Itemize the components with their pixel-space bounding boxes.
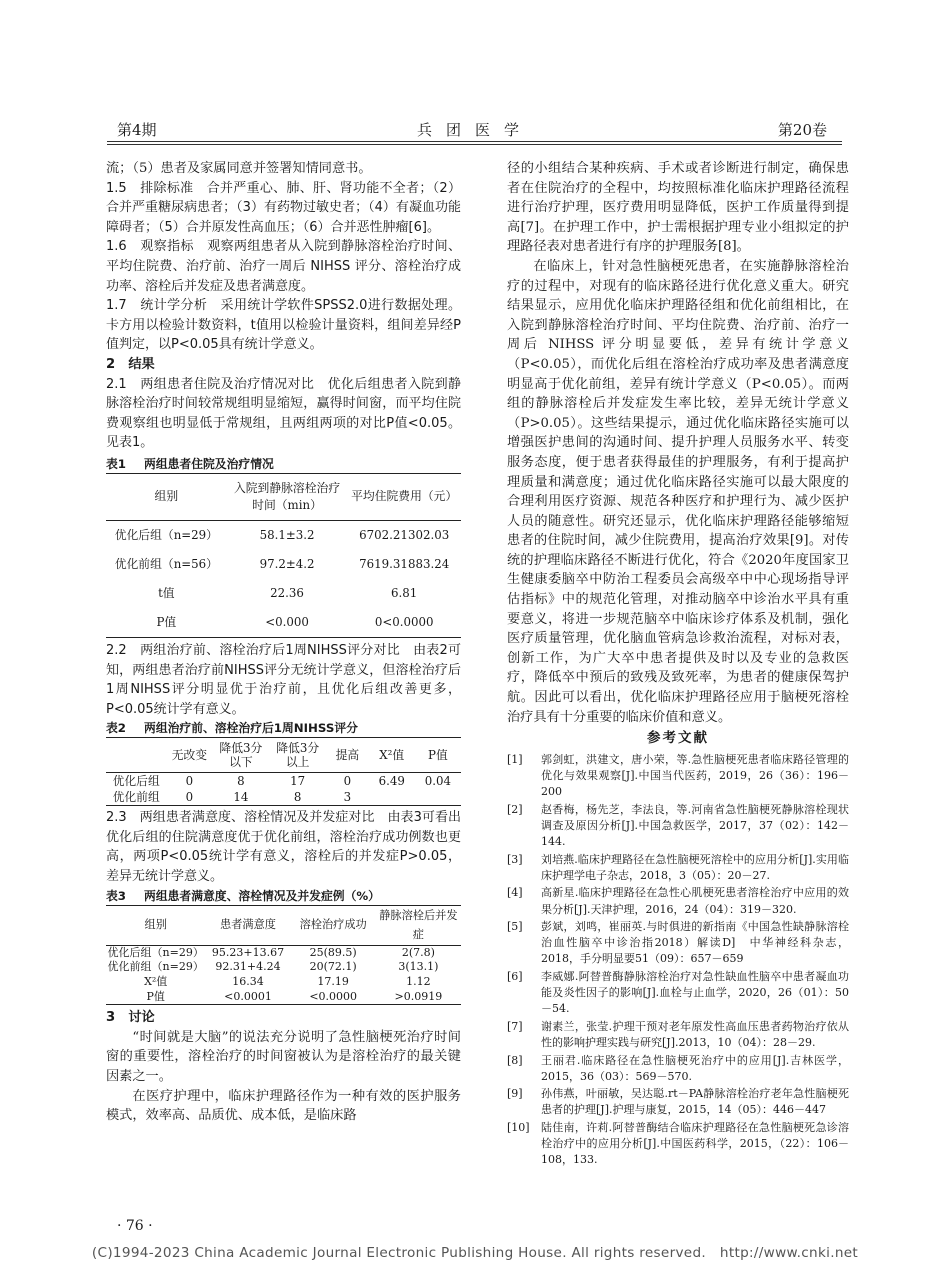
table-cell xyxy=(415,789,461,806)
table-cell: 58.1±3.2 xyxy=(259,527,315,542)
right-column xyxy=(507,159,849,1170)
table2-header-cell: 无改变 xyxy=(166,738,212,773)
table-cell: 20(72.1) xyxy=(309,960,357,974)
table-cell: 97.2±4.2 xyxy=(259,556,315,571)
table-cell: >0.0919 xyxy=(376,990,461,1005)
table3-header-row xyxy=(106,905,461,945)
table-row xyxy=(106,960,461,975)
left-column xyxy=(106,159,461,1126)
table-cell xyxy=(369,789,415,806)
table-row xyxy=(106,990,461,1005)
table-cell: P值 xyxy=(106,608,227,638)
result-2-2: 2.2 两组治疗前、溶栓治疗后1周NIHSS评分对比 由表2可知，两组患者治疗前NIHSS评分无统计学意义，但溶栓治疗后1周NIHSS评分明显优于治疗前，且优化后组改善更多，P<0.05统计学有意义。 xyxy=(106,642,461,717)
table-row xyxy=(106,975,461,990)
table3 xyxy=(106,905,461,1006)
references-heading: 参考文献 xyxy=(647,730,709,747)
table3-header-cell: 患者满意度 xyxy=(205,905,290,945)
table1-header-cell: 组别 xyxy=(106,473,227,520)
table-cell: 7619.31883.24 xyxy=(359,556,450,571)
table2-header-cell xyxy=(106,738,166,773)
reference-number: [5] xyxy=(507,920,523,934)
copyright-footer: (C)1994-2023 China Academic Journal Electronic Publishing House. All rights reserved. http://www.cnki.net xyxy=(91,1245,859,1261)
table1 xyxy=(106,473,461,638)
table-cell: <0.0000 xyxy=(291,990,376,1005)
table2 xyxy=(106,737,461,806)
table-cell: 8 xyxy=(237,774,245,789)
reference-number: [3] xyxy=(507,852,523,866)
table2-title: 两组治疗前、溶栓治疗后1周NIHSS评分 xyxy=(144,721,358,736)
table-cell: 0 xyxy=(343,774,352,789)
table-cell: 22.36 xyxy=(270,585,304,600)
reference-text: 李威娜.阿替普酶静脉溶栓治疗对急性缺血性脑卒中患者凝血功能及炎性因子的影响[J].血栓与止血学，2020，26（01）：50－54. xyxy=(541,969,849,1016)
reference-item xyxy=(507,752,849,801)
reference-text: 谢素兰，张莹.护理干预对老年原发性高血压患者药物治疗依从性的影响护理实践与研究[J].2013，10（04）：28－29. xyxy=(541,1019,849,1050)
reference-item xyxy=(507,802,849,851)
reference-number: [8] xyxy=(507,1053,523,1067)
table1-header-cell: 入院到静脉溶栓治疗时间（min） xyxy=(227,473,348,520)
discussion-p2: 在医疗护理中，临床护理路径作为一种有效的医护服务模式，效率高、品质优、成本低，是临床路 xyxy=(106,1088,461,1124)
table-cell: 17.19 xyxy=(317,975,349,989)
table-cell: 17 xyxy=(290,774,306,789)
observation-indicators: 1.6 观察指标 观察两组患者从入院到静脉溶栓治疗时间、平均住院费、治疗前、治疗一周后 NIHSS 评分、溶栓治疗成功率、溶栓后并发症及患者满意度。 xyxy=(106,239,461,294)
table2-header-row xyxy=(106,738,461,773)
header-rule-bottom xyxy=(107,144,842,145)
references-list xyxy=(507,752,849,1169)
table1-title: 两组患者住院及治疗情况 xyxy=(144,456,274,471)
table3-title: 两组患者满意度、溶栓情况及并发症例（%） xyxy=(144,888,380,903)
table-row xyxy=(106,579,461,608)
table1-header-row xyxy=(106,473,461,520)
table-cell: P值 xyxy=(106,990,205,1005)
table-cell: 92.31+4.24 xyxy=(215,960,281,974)
exclusion-criteria: 1.5 排除标准 合并严重心、肺、肝、肾功能不全者；（2）合并严重糖尿病患者；（3）有药物过敏史者；（4）有凝血功能障碍者；（5）合并原发性高血压；（6）合并恶性肿瘤[6]。 xyxy=(106,180,461,235)
table2-header-cell: X²值 xyxy=(369,738,415,773)
table3-header-cell: 组别 xyxy=(106,905,205,945)
table2-header-cell: 提高 xyxy=(326,738,369,773)
reference-text: 刘培燕.临床护理路径在急性脑梗死溶栓中的应用分析[J].实用临床护理学电子杂志，2018，3（05）：20－27. xyxy=(541,852,849,882)
result-2-1: 2.1 两组患者住院及治疗情况对比 优化后组患者入院到静脉溶栓治疗时间较常规组明显缩短，赢得时间窗，而平均住院费观察组也明显低于常规组，且两组两项的对比P值<0.05。见表1。 xyxy=(106,376,461,451)
table-cell: X²值 xyxy=(144,975,168,989)
table-cell: 优化后组 xyxy=(112,774,160,789)
table-cell: 优化后组（n=29） xyxy=(107,945,204,959)
table-row xyxy=(106,550,461,579)
table1-header-cell: 平均住院费用（元） xyxy=(347,473,461,520)
table-cell: 2(7.8) xyxy=(401,945,435,959)
discussion-p3: 在临床上，针对急性脑梗死患者，在实施静脉溶栓治疗的过程中，对现有的临床路径进行优化意义重大。研究结果显示，应用优化临床护理路径组和优化前组相比，在入院到静脉溶栓治疗时间、平均住院费、治疗前、治疗一周后 NIHSS 评分明显要低，差异有统计学意义（P<0.05），而优化后组在溶栓治疗成功率及患者满意度明显高于优化前组，差异有统计学意义（P<0.05）。而两组的静脉溶栓后并发症发生率比较，差异无统计学意义（P>0.05）。这些结果提示，通过优化临床路径实施可以增强医护患间的沟通时间、提升护理人员服务水平、转变服务态度，便于患者获得最佳的护理服务，有利于提高护理质量和满意度；通过优化临床路径实施可以最大限度的合理利用医疗资源、规范各种医疗和护理行为、减少医护人员的随意性。研究还显示，优化临床护理路径能够缩短患者的住院时间，减少住院费用，提高治疗效果[9]。对传统的护理临床路径不断进行优化，符合《2020年度国家卫生健康委脑卒中防治工程委员会高级卒中中心现场指导评估指标》中的规范化管理，对推动脑卒中诊治水平具有重要意义，将进一步规范脑卒中临床诊疗体系及机制，强化医疗质量管理，优化脑血管病急诊救治流程，对标对表，创新工作，为广大卒中患者提供及时以及专业的急救医疗，降低卒中预后的致残及致死率，为患者的健康保驾护航。因此可以看出，优化临床护理路径应用于脑梗死溶栓治疗具有十分重要的临床价值和意义。 xyxy=(507,258,849,725)
reference-text: 彭斌，刘鸣，崔丽英.与时俱进的新指南《中国急性缺静脉溶栓治血性脑卒中诊治指2018）解读D] 中华神经科杂志，2018，手分明显要51（09）：657－659 xyxy=(541,920,849,966)
running-header-journal: 兵团医学 xyxy=(416,121,533,139)
reference-number: [1] xyxy=(507,752,523,766)
reference-text: 陆佳南，许莉.阿替普酶结合临床护理路径在急性脑梗死急诊溶栓治疗中的应用分析[J].中国医药科学，2015，（22）：106－108，133. xyxy=(541,1120,849,1167)
table3-caption xyxy=(106,887,461,905)
table-cell: 优化后组（n=29） xyxy=(114,527,218,542)
table-cell: 25(89.5) xyxy=(309,945,357,959)
header-rule-top xyxy=(107,141,842,142)
table-row xyxy=(106,945,461,960)
table2-label: 表2 xyxy=(106,721,127,736)
table-cell: 95.23+13.67 xyxy=(211,945,285,959)
table-row xyxy=(106,520,461,550)
inclusion-criteria-tail: 流；（5）患者及家属同意并签署知情同意书。 xyxy=(106,161,372,176)
table1-label: 表1 xyxy=(106,456,127,471)
table-cell: 0.04 xyxy=(424,774,452,789)
table-cell: 3 xyxy=(326,789,369,806)
table-cell: 0 xyxy=(166,789,212,806)
reference-number: [2] xyxy=(507,802,523,816)
table2-header-cell: P值 xyxy=(415,738,461,773)
table-cell: <0.0001 xyxy=(205,990,290,1005)
reference-item xyxy=(507,969,849,1018)
table3-header-cell: 静脉溶栓后并发症 xyxy=(376,905,461,945)
reference-item xyxy=(507,885,849,917)
table-row xyxy=(106,608,461,638)
section-heading-discussion: 3 讨论 xyxy=(106,1010,155,1026)
table-cell: 3(13.1) xyxy=(398,960,439,974)
table-cell: 优化前组（n=56） xyxy=(114,556,218,571)
table-cell: 优化前组 xyxy=(106,789,166,806)
reference-item xyxy=(507,1053,849,1085)
reference-number: [10] xyxy=(507,1120,530,1134)
table-cell: 优化前组（n=29） xyxy=(107,960,204,974)
discussion-p1: “时间就是大脑”的说法充分说明了急性脑梗死治疗时间窗的重要性，溶栓治疗的时间窗被认为是溶栓治疗的最关键因素之一。 xyxy=(106,1029,461,1084)
page-number: · 76 · xyxy=(117,1218,153,1234)
table3-header-cell: 溶栓治疗成功 xyxy=(291,905,376,945)
table-cell: 0<0.0000 xyxy=(347,608,461,638)
table2-caption xyxy=(106,719,461,737)
table-cell: 14 xyxy=(212,789,269,806)
table-cell: 6.81 xyxy=(391,585,418,600)
table-cell: 8 xyxy=(269,789,326,806)
reference-number: [6] xyxy=(507,969,523,983)
reference-item xyxy=(507,1120,849,1169)
table2-header-cell: 降低3分以下 xyxy=(212,738,269,773)
running-header-volume: 第20卷 xyxy=(777,121,827,139)
reference-text: 高新星.临床护理路径在急性心肌梗死患者溶栓治疗中应用的效果分析[J].天津护理，2016，24（04）：319－320. xyxy=(541,886,849,916)
statistical-analysis: 1.7 统计学分析 采用统计学软件SPSS2.0进行数据处理。卡方用以检验计数资料，t值用以检验计量资料，组间差异经P值判定，以P<0.05具有统计学意义。 xyxy=(106,298,461,353)
reference-number: [9] xyxy=(507,1087,523,1101)
reference-item xyxy=(507,1086,849,1118)
table-row xyxy=(106,773,461,790)
table1-caption xyxy=(106,455,461,473)
table-cell: 1.12 xyxy=(406,975,431,989)
table-cell: 6702.21302.03 xyxy=(359,527,450,542)
reference-number: [4] xyxy=(507,886,523,900)
table-cell: t值 xyxy=(158,585,175,600)
reference-text: 孙伟燕，叶丽敏，吴达聪.rt－PA静脉溶栓治疗老年急性脑梗死患者的护理[J].护理与康复，2015，14（05）：446－447 xyxy=(541,1087,849,1117)
table2-header-cell: 降低3分以上 xyxy=(269,738,326,773)
section-heading-results: 2 结果 xyxy=(106,356,155,372)
reference-text: 王丽君.临床路径在急性脑梗死治疗中的应用[J].吉林医学，2015，36（03）：569－570. xyxy=(541,1053,849,1083)
reference-text: 郭剑虹，洪建文，唐小荣，等.急性脑梗死患者临床路径管理的优化与效果观察[J].中国当代医药，2019，26（36）：196－200 xyxy=(541,752,849,799)
table-cell: 16.34 xyxy=(232,975,264,989)
table-cell: 0 xyxy=(185,774,194,789)
running-header-issue: 第4期 xyxy=(117,121,157,139)
reference-item xyxy=(507,1019,849,1051)
result-2-3: 2.3 两组患者满意度、溶栓情况及并发症对比 由表3可看出优化后组的住院满意度优于优化前组，溶栓治疗成功例数也更高，两项P<0.05统计学有意义，溶栓后的并发症P>0.05，差异无统计学意义。 xyxy=(106,810,461,885)
table-cell: 6.49 xyxy=(378,774,405,789)
reference-item xyxy=(507,852,849,884)
table3-label: 表3 xyxy=(106,888,127,903)
reference-text: 赵香梅，杨先芝，李法良，等.河南省急性脑梗死静脉溶栓现状调查及原因分析[J].中国急救医学，2017，37（02）：142－144. xyxy=(541,802,849,849)
table-cell: <0.000 xyxy=(227,608,348,638)
discussion-p2-continued: 径的小组结合某种疾病、手术或者诊断进行制定，确保患者在住院治疗的全程中，均按照标准化临床护理路径流程进行治疗护理，医疗费用明显降低，医护工作质量得到提高[7]。在护理工作中，护士需根据护理专业小组拟定的护理路径表对患者进行有序的护理服务[8]。 xyxy=(507,161,849,255)
table-row xyxy=(106,789,461,806)
reference-item xyxy=(507,919,849,968)
reference-number: [7] xyxy=(507,1019,523,1033)
